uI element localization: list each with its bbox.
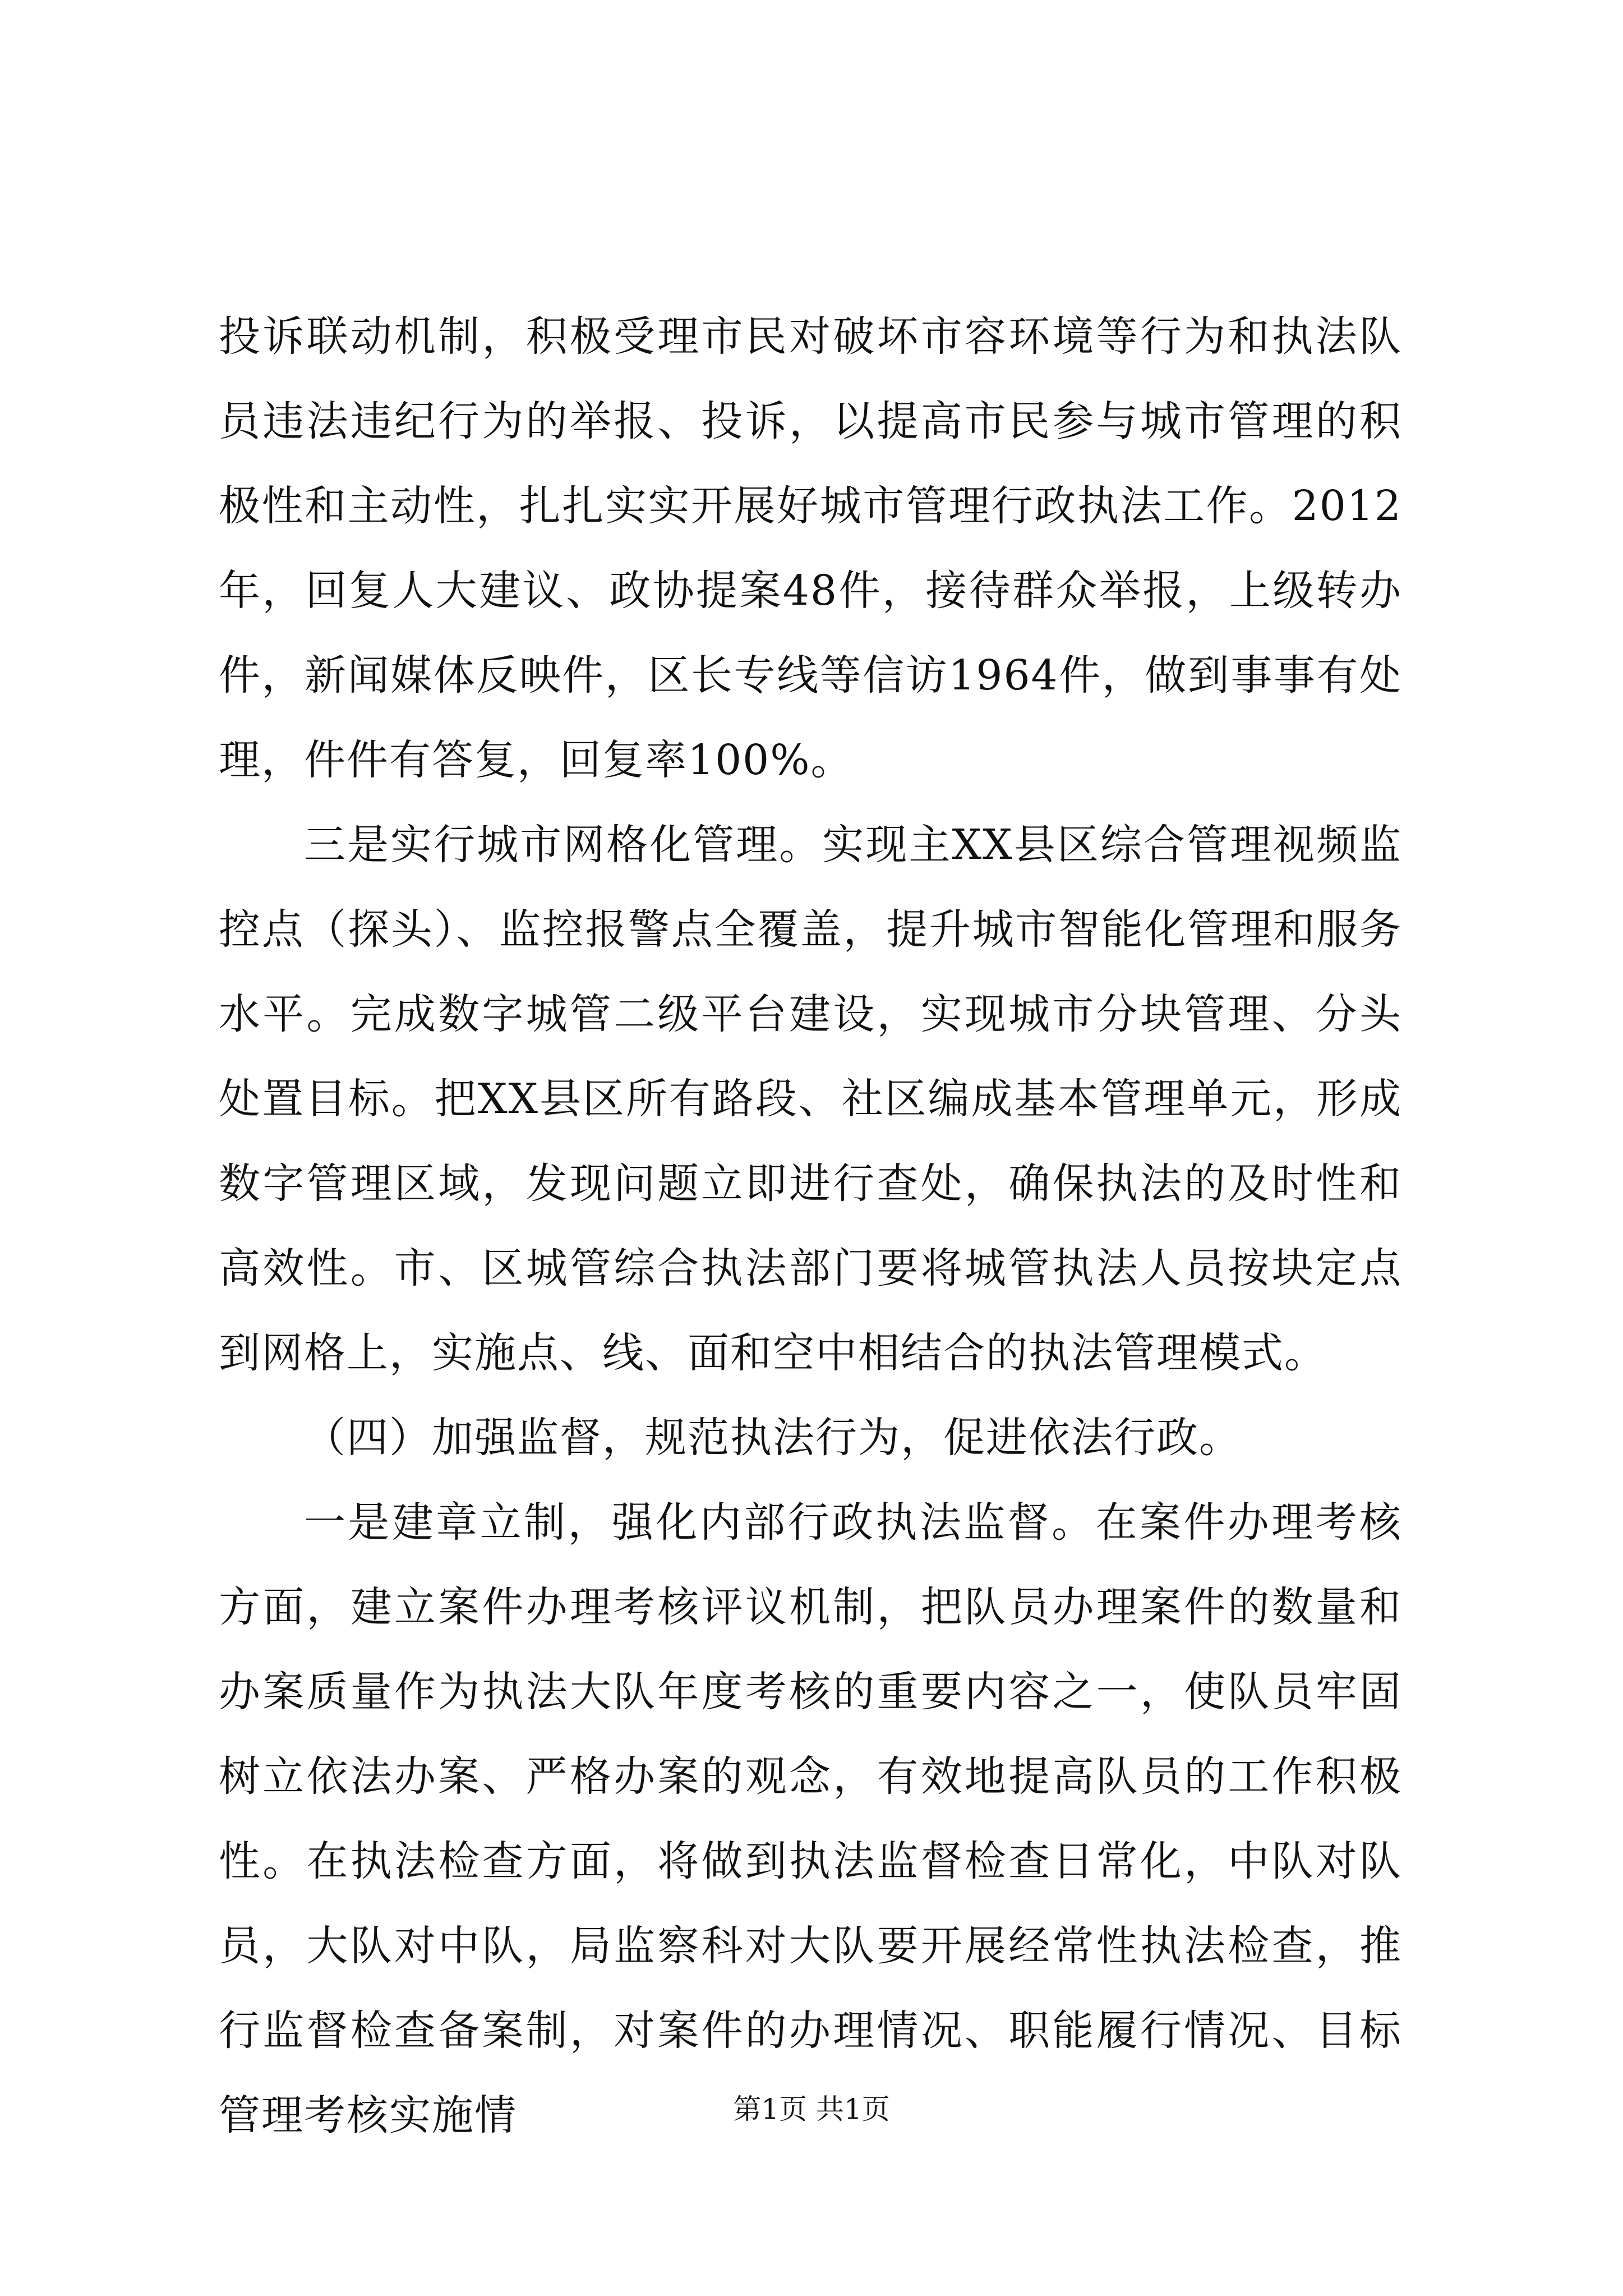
paragraph-complaint-mechanism: 投诉联动机制，积极受理市民对破坏市容环境等行为和执法队员违法违纪行为的举报、投诉，以提高市民参与城市管理的积极性和主动性，扎扎实实开展好城市管理行政执法工作。2012年，回复人大建议、政协提案48件，接待群众举报，上级转办件，新闻媒体反映件，区长专线等信访1964件，做到事事有处理，件件有答复，回复率100%。	[219, 312, 1402, 784]
document-body	[219, 295, 1402, 2158]
page-footer: 第1页 共1页	[733, 2093, 890, 2125]
paragraph-grid-management: 三是实行城市网格化管理。实现主XX县区综合管理视频监控点（探头）、监控报警点全覆盖，提升城市智能化管理和服务水平。完成数字城管二级平台建设，实现城市分块管理、分头处置目标。把XX县区所有路段、社区编成基本管理单元，形成数字管理区域，发现问题立即进行查处，确保执法的及时性和高效性。市、区城管综合执法部门要将城管执法人员按块定点到网格上，实施点、线、面和空中相结合的执法管理模式。	[219, 821, 1402, 1377]
section-heading-supervision: （四）加强监督，规范执法行为，促进依法行政。	[304, 1414, 1242, 1462]
paragraph-internal-supervision: 一是建章立制，强化内部行政执法监督。在案件办理考核方面，建立案件办理考核评议机制，把队员办理案件的数量和办案质量作为执法大队年度考核的重要内容之一，使队员牢固树立依法办案、严格办案的观念，有效地提高队员的工作积极性。在执法检查方面，将做到执法监督检查日常化，中队对队员，大队对中队，局监察科对大队要开展经常性执法检查，推行监督检查备案制，对案件的办理情况、职能履行情况、目标管理考核实施情	[219, 1498, 1402, 2139]
